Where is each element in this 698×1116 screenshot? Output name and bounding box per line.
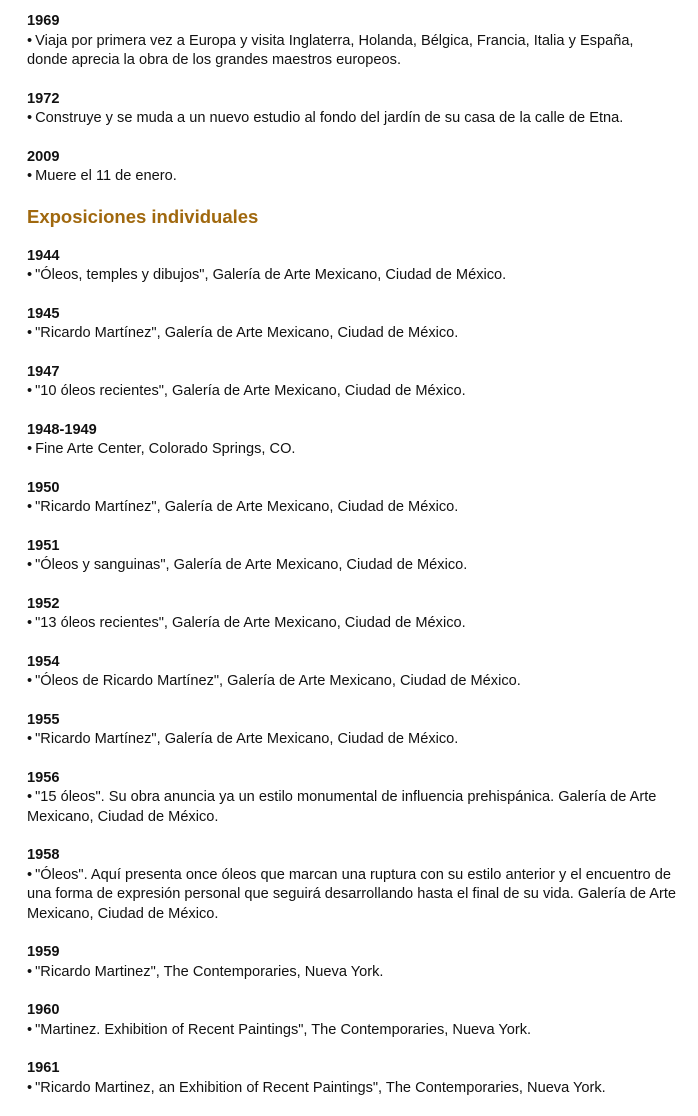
entry-description [27,324,677,344]
bullet-icon: • [27,557,33,573]
timeline-entry [27,653,677,692]
entry-description [27,730,677,750]
bullet-icon: • [27,267,33,283]
entry-text: "Ricardo Martinez, an Exhibition of Recent Paintings", The Contemporaries, Nueva York. [35,1079,606,1096]
bullet-icon: • [27,499,33,515]
entry-year: 1956 [27,769,60,786]
bullet-icon: • [27,168,33,184]
entry-year: 1952 [27,595,60,612]
timeline-entry [27,12,677,71]
timeline-entry [27,711,677,750]
entry-year: 1961 [27,1060,60,1076]
entry-description [27,672,677,692]
entry-description [27,556,677,576]
entry-text: Viaja por primera vez a Europa y visita Inglaterra, Holanda, Bélgica, Francia, Italia y España, donde aprecia la obra de los grandes maestros europeos. [27,32,634,68]
timeline-entry [27,943,677,982]
entry-text: "Ricardo Martinez", The Contemporaries, Nueva York. [35,963,384,980]
timeline-entry [27,1059,677,1098]
entry-text: "Óleos". Aquí presenta once óleos que marcan una ruptura con su estilo anterior y el encuentro de una forma de expresión personal que seguirá desarrollando hasta el final de su vida. Galería de Arte Mexicano, Ciudad de México. [27,866,677,922]
entry-year: 1950 [27,479,60,496]
entry-text: "Ricardo Martínez", Galería de Arte Mexicano, Ciudad de México. [35,731,459,747]
entry-text: "Óleos, temples y dibujos", Galería de Arte Mexicano, Ciudad de México. [35,267,507,283]
chronology-list [27,12,677,187]
entry-description [27,32,677,71]
entry-year: 1944 [27,247,60,264]
entry-text: Construye y se muda a un nuevo estudio al fondo del jardín de su casa de la calle de Etna. [35,110,624,126]
timeline-entry [27,846,677,924]
entry-year: 1947 [27,363,60,380]
bullet-icon: • [27,32,33,49]
bullet-icon: • [27,325,33,341]
entry-description [27,266,677,286]
entry-description [27,963,677,983]
entry-text: "10 óleos recientes", Galería de Arte Mexicano, Ciudad de México. [35,383,466,399]
entry-year: 1959 [27,944,60,960]
bullet-icon: • [27,1079,33,1096]
timeline-entry [27,595,677,634]
entry-year: 1969 [27,13,60,29]
entry-year: 1972 [27,90,60,107]
entry-year: 1951 [27,537,60,554]
entry-year: 1958 [27,847,60,863]
bullet-icon: • [27,110,33,126]
entry-year: 1955 [27,711,60,728]
entry-description [27,109,677,129]
timeline-entry [27,363,677,402]
timeline-entry [27,1001,677,1040]
timeline-entry [27,305,677,344]
entry-text: Fine Arte Center, Colorado Springs, CO. [35,441,296,457]
entry-description [27,614,677,634]
bullet-icon: • [27,441,33,457]
timeline-entry [27,148,677,187]
entry-text: "Ricardo Martínez", Galería de Arte Mexicano, Ciudad de México. [35,325,459,341]
bullet-icon: • [27,866,33,883]
entry-description [27,1079,677,1099]
entry-description [27,788,677,827]
timeline-entry [27,769,677,828]
timeline-entry [27,247,677,286]
section-heading: Exposiciones individuales [27,205,259,227]
entry-description [27,440,677,460]
bullet-icon: • [27,963,33,980]
entry-description [27,1021,677,1041]
timeline-entry [27,537,677,576]
exhibitions-list [27,247,677,1099]
entry-description [27,382,677,402]
entry-year: 1948-1949 [27,421,97,438]
timeline-entry [27,90,677,129]
bullet-icon: • [27,615,33,631]
entry-text: Muere el 11 de enero. [35,168,177,184]
entry-year: 1960 [27,1002,60,1018]
bullet-icon: • [27,1021,33,1038]
entry-year: 1945 [27,305,60,322]
entry-description [27,167,677,187]
entry-description [27,866,677,925]
entry-year: 2009 [27,148,60,165]
entry-text: "13 óleos recientes", Galería de Arte Mexicano, Ciudad de México. [35,615,466,631]
timeline-entry [27,479,677,518]
entry-description [27,498,677,518]
entry-text: "Óleos de Ricardo Martínez", Galería de Arte Mexicano, Ciudad de México. [35,673,521,689]
entry-text: "Ricardo Martínez", Galería de Arte Mexicano, Ciudad de México. [35,499,459,515]
entry-year: 1954 [27,653,60,670]
bullet-icon: • [27,383,33,399]
bullet-icon: • [27,673,33,689]
bullet-icon: • [27,789,33,805]
timeline-entry [27,421,677,460]
bullet-icon: • [27,731,33,747]
entry-text: "Óleos y sanguinas", Galería de Arte Mexicano, Ciudad de México. [35,557,468,573]
entry-text: "Martinez. Exhibition of Recent Paintings", The Contemporaries, Nueva York. [35,1021,532,1038]
entry-text: "15 óleos". Su obra anuncia ya un estilo monumental de influencia prehispánica. Galería de Arte Mexicano, Ciudad de México. [27,789,657,825]
